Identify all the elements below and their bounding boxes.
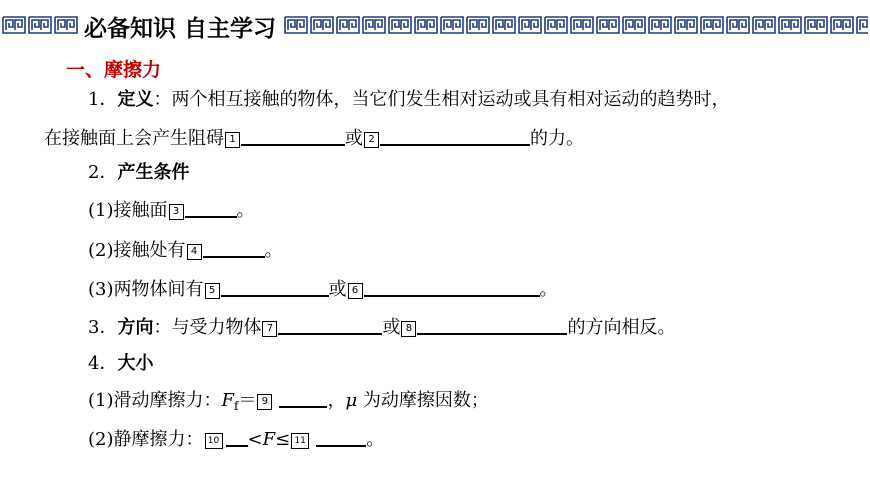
- item-number: 3．: [88, 317, 118, 338]
- fret-pattern-icon: [310, 16, 334, 34]
- fret-border-right: [284, 15, 868, 35]
- sliding-friction-end: 为动摩擦因数；: [357, 390, 489, 411]
- direction-text: ：与受力物体: [153, 317, 262, 338]
- fret-pattern-icon: [440, 16, 464, 34]
- fret-pattern-icon: [466, 16, 490, 34]
- fret-pattern-icon: [856, 16, 868, 34]
- or-text: 或: [382, 317, 401, 338]
- definition-text-2: 在接触面上会产生阻碍: [44, 128, 224, 149]
- fret-pattern-icon: [388, 16, 412, 34]
- section-title: 一、摩擦力: [66, 59, 162, 81]
- fret-pattern-icon: [54, 16, 78, 34]
- blank-1[interactable]: [241, 126, 345, 146]
- fret-pattern-icon: [596, 16, 620, 34]
- blank-2[interactable]: [380, 126, 530, 146]
- condition-heading: [88, 161, 189, 185]
- less-equal-sign: ≤: [275, 429, 291, 450]
- period: 。: [236, 200, 255, 221]
- period: 。: [366, 429, 385, 450]
- marker-box: 3: [169, 204, 184, 220]
- marker-box: 5: [205, 283, 220, 299]
- or-text: 或: [345, 128, 363, 149]
- marker-box: 10: [205, 433, 223, 449]
- condition-3-text: (3)两物体间有: [88, 279, 204, 300]
- condition-2: [88, 238, 283, 263]
- equals-sign: ＝: [238, 390, 257, 411]
- condition-3: [88, 277, 558, 302]
- size-1: (1)滑动摩擦力：$F_f= 9$ ，μ 为动摩擦因数；: [88, 390, 489, 413]
- fret-pattern-icon: [284, 16, 308, 34]
- definition-end: 的力。: [530, 128, 584, 149]
- fret-pattern-icon: [362, 16, 386, 34]
- definition-line-1: [88, 88, 729, 112]
- marker-box: 9: [257, 394, 272, 410]
- fret-pattern-icon: [492, 16, 516, 34]
- fret-pattern-icon: [674, 16, 698, 34]
- blank-4[interactable]: [203, 238, 265, 258]
- blank-10[interactable]: [226, 427, 248, 447]
- fret-pattern-icon: [518, 16, 542, 34]
- fret-pattern-icon: [544, 16, 568, 34]
- fret-pattern-icon: [726, 16, 750, 34]
- blank-7[interactable]: [278, 315, 382, 335]
- definition-text: ：两个相互接触的物体，当它们发生相对运动或具有相对运动的趋势时，: [153, 89, 730, 110]
- definition-line-2: [44, 126, 584, 151]
- marker-box: 4: [187, 244, 202, 260]
- force-symbol: F: [221, 390, 234, 411]
- fret-pattern-icon: [2, 16, 26, 34]
- blank-6[interactable]: [364, 277, 540, 297]
- size-label: 大小: [117, 353, 154, 374]
- definition-label: 定义: [117, 89, 154, 110]
- fret-border-left: [2, 15, 80, 35]
- fret-pattern-icon: [336, 16, 360, 34]
- direction-line: [88, 315, 675, 340]
- fret-pattern-icon: [570, 16, 594, 34]
- header-bar: [0, 8, 870, 42]
- header-title: 必备知识 自主学习: [84, 16, 277, 42]
- size-heading: [88, 352, 153, 376]
- or-text: 或: [328, 279, 347, 300]
- static-friction-text: (2)静摩擦力：: [88, 429, 204, 450]
- fret-pattern-icon: [622, 16, 646, 34]
- blank-11[interactable]: [316, 427, 366, 447]
- fret-pattern-icon: [414, 16, 438, 34]
- marker-box: 8: [401, 321, 416, 337]
- condition-1-text: (1)接触面: [88, 200, 168, 221]
- force-subscript: f: [234, 399, 239, 413]
- fret-pattern-icon: [778, 16, 802, 34]
- condition-2-text: (2)接触处有: [88, 240, 186, 261]
- fret-pattern-icon: [648, 16, 672, 34]
- period: 。: [539, 279, 558, 300]
- size-2: [88, 427, 384, 452]
- direction-label: 方向: [117, 317, 154, 338]
- blank-5[interactable]: [221, 277, 329, 297]
- item-number: 2．: [88, 162, 118, 183]
- less-than-sign: <: [247, 429, 263, 450]
- fret-pattern-icon: [752, 16, 776, 34]
- item-number: 4．: [88, 353, 118, 374]
- fret-pattern-icon: [804, 16, 828, 34]
- condition-label: 产生条件: [117, 162, 190, 183]
- condition-1: [88, 198, 255, 223]
- item-number: 1．: [88, 89, 118, 110]
- direction-end: 的方向相反。: [567, 317, 676, 338]
- fret-pattern-icon: [28, 16, 52, 34]
- marker-box: 7: [262, 321, 277, 337]
- blank-8[interactable]: [417, 315, 567, 335]
- blank-3[interactable]: [185, 198, 237, 218]
- marker-box: 6: [348, 283, 363, 299]
- marker-box: 1: [225, 132, 240, 148]
- marker-box: 2: [364, 132, 379, 148]
- marker-box: 11: [291, 433, 309, 449]
- force-symbol: F: [262, 429, 276, 450]
- fret-pattern-icon: [700, 16, 724, 34]
- blank-9[interactable]: [279, 388, 327, 408]
- period: 。: [264, 240, 283, 261]
- fret-pattern-icon: [830, 16, 854, 34]
- sliding-friction-text: (1)滑动摩擦力：: [88, 390, 222, 411]
- mu-symbol: μ: [345, 390, 358, 411]
